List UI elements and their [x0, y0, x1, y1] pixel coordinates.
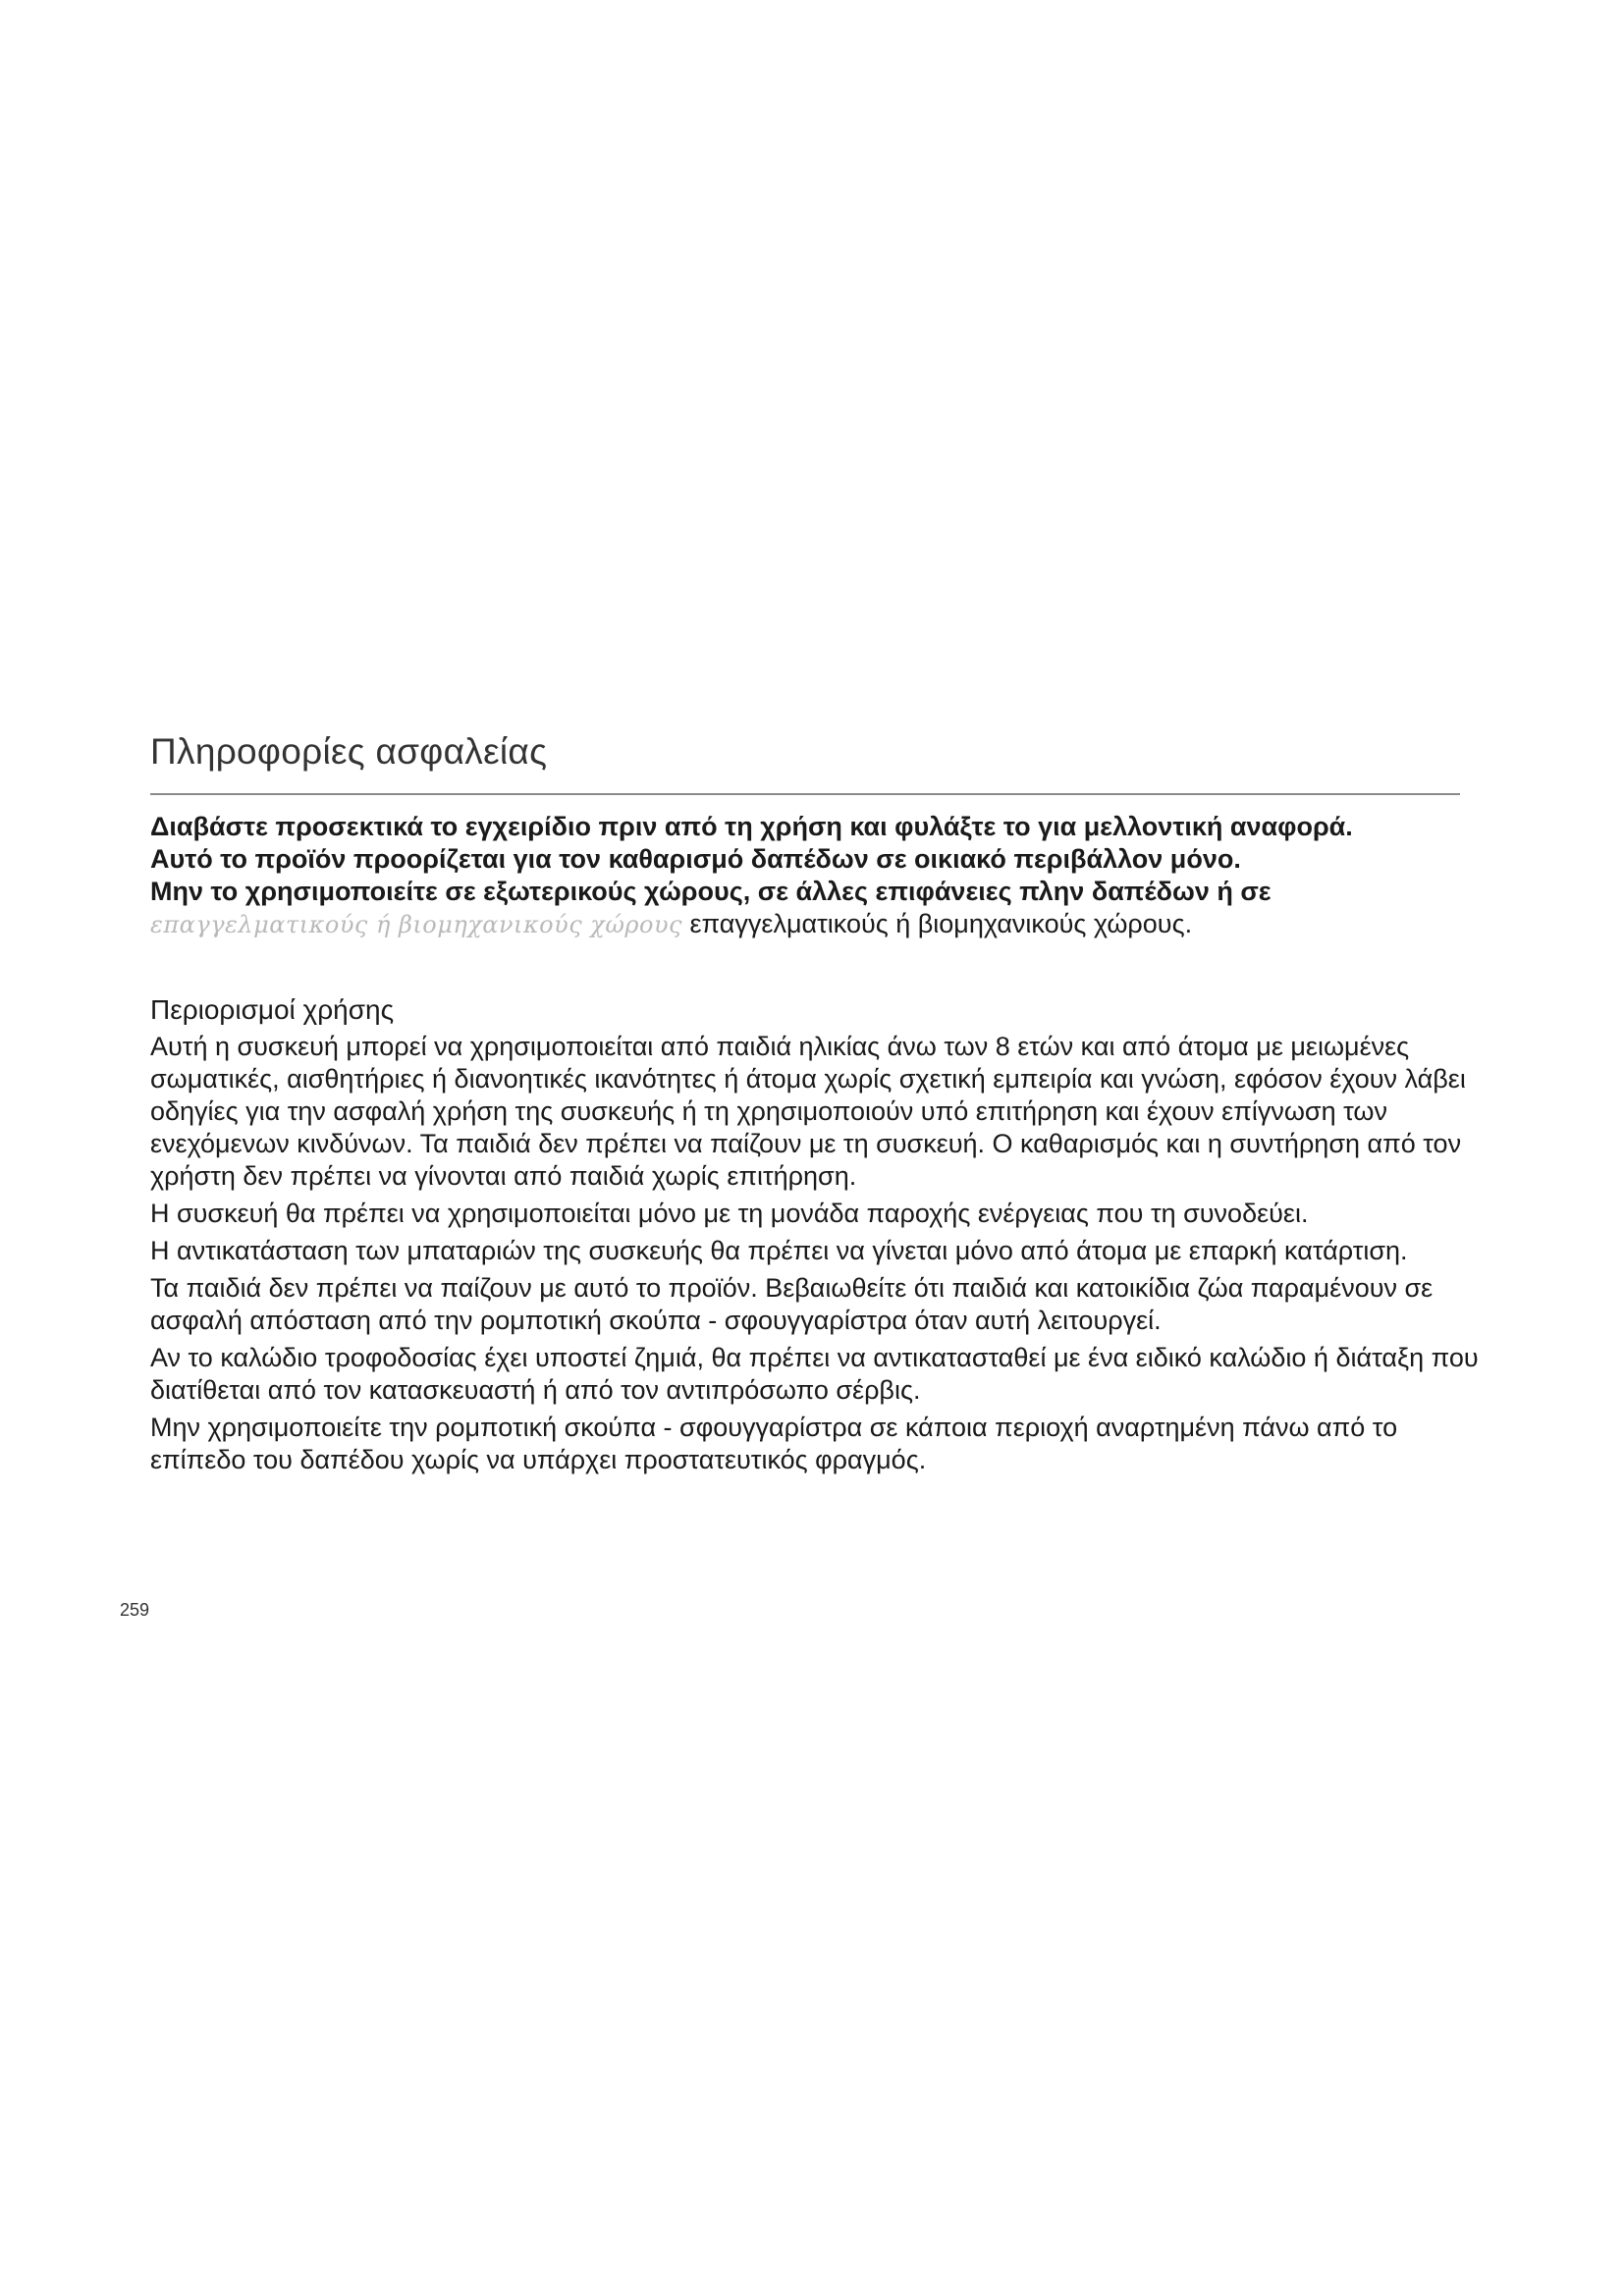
restriction-paragraph: Μην χρησιμοποιείτε την ρομποτική σκούπα - σφουγγαρίστρα σε κάποια περιοχή αναρτημένη πάνω από το επίπεδο του δαπέδου χωρίς να υπάρχει προστατευτικός φραγμός.: [150, 1413, 1398, 1474]
restrictions-heading: Περιορισμοί χρήσης: [150, 994, 395, 1025]
section-title: Πληροφορίες ασφαλείας: [150, 731, 548, 772]
page-number: 259: [120, 1600, 150, 1620]
ghost-text: επαγγελματικούς ή βιομηχανικούς χώρους: [150, 911, 682, 938]
intro-line: Αυτό το προϊόν προορίζεται για τον καθαρισμό δαπέδων σε οικιακό περιβάλλον μόνο.: [150, 844, 1241, 874]
intro-line-text: επαγγελματικούς ή βιομηχανικούς χώρους.: [689, 909, 1193, 938]
intro-block: [150, 811, 1476, 941]
restriction-paragraph: Η αντικατάσταση των μπαταριών της συσκευής θα πρέπει να γίνεται μόνο από άτομα με επαρκή κατάρτιση.: [150, 1236, 1408, 1265]
restriction-paragraph: Αν το καλώδιο τροφοδοσίας έχει υποστεί ζημιά, θα πρέπει να αντικατασταθεί με ένα ειδικό καλώδιο ή διάταξη που διατίθεται από τον κατασκευαστή ή από τον αντιπρόσωπο σέρβις.: [150, 1343, 1479, 1405]
restriction-paragraph: Τα παιδιά δεν πρέπει να παίζουν με αυτό το προϊόν. Βεβαιωθείτε ότι παιδιά και κατοικίδια ζώα παραμένουν σε ασφαλή απόσταση από την ρομποτική σκούπα - σφουγγαρίστρα όταν αυτή λειτουργεί.: [150, 1273, 1434, 1335]
restriction-paragraph: Αυτή η συσκευή μπορεί να χρησιμοποιείται από παιδιά ηλικίας άνω των 8 ετών και από άτομα με μειωμένες σωματικές, αισθητήριες ή διανοητικές ικανότητες ή άτομα χωρίς σχετική εμπειρία και γνώση, εφόσον έχουν λάβει οδηγίες για την ασφαλή χρήση της συσκευής ή τη χρησιμοποιούν υπό επιτήρηση και έχουν επίγνωση των ενεχόμενων κινδύνων. Τα παιδιά δεν πρέπει να παίζουν με τη συσκευή. Ο καθαρισμός και η συντήρηση από τον χρήστη δεν πρέπει να γίνονται από παιδιά χωρίς επιτήρηση.: [150, 1032, 1466, 1191]
restriction-paragraph: Η συσκευή θα πρέπει να χρησιμοποιείται μόνο με τη μονάδα παροχής ενέργειας που τη συνοδεύει.: [150, 1199, 1309, 1228]
title-divider: [150, 793, 1460, 795]
intro-line: [150, 908, 1476, 941]
intro-line: Διαβάστε προσεκτικά το εγχειρίδιο πριν από τη χρήση και φυλάξτε το για μελλοντική αναφορά.: [150, 812, 1353, 841]
intro-line: Μην το χρησιμοποιείτε σε εξωτερικούς χώρους, σε άλλες επιφάνειες πλην δαπέδων ή σε: [150, 877, 1272, 906]
restrictions-body: [150, 1031, 1481, 1481]
